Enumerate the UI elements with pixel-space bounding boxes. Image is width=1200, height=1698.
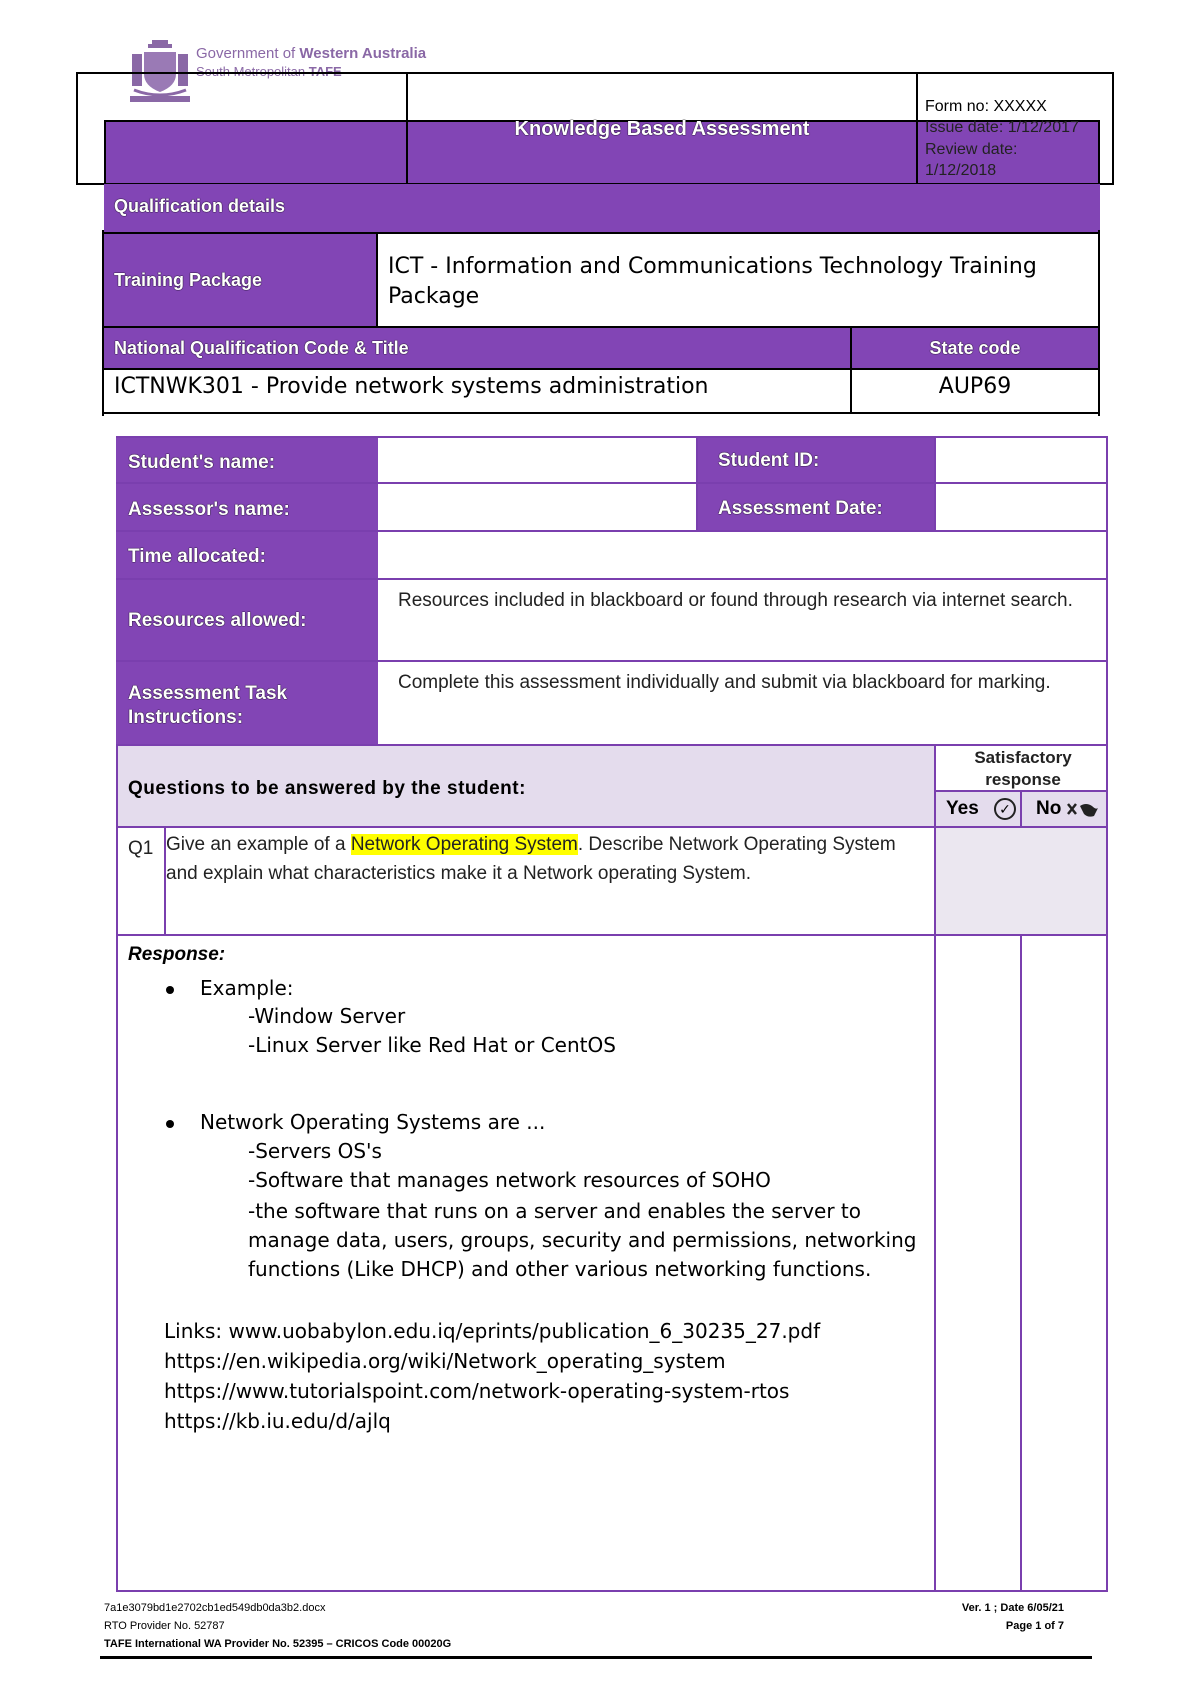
question-1-prefix: Give an example of a — [166, 834, 351, 855]
satisfactory-response-label: Satisfactory response — [974, 748, 1072, 789]
national-code-label: National Qualification Code & Title — [114, 338, 409, 358]
nos-item-1: -Servers OS's — [248, 1139, 382, 1163]
no-checkbox-cell[interactable] — [1022, 934, 1106, 1590]
state-code-label: State code — [929, 338, 1021, 358]
nos-item-2: -Software that manages network resources of SOHO — [248, 1168, 771, 1192]
assessment-date-field[interactable] — [936, 484, 1106, 530]
assessment-title: Knowledge Based Assessment — [514, 118, 810, 140]
footer — [0, 1602, 1200, 1662]
qualification-table — [0, 184, 1200, 414]
time-allocated-field[interactable] — [378, 532, 1106, 578]
student-name-field[interactable] — [378, 438, 696, 482]
task-instructions-value: Complete this assessment individually and submit via blackboard for marking. — [398, 672, 1051, 693]
question-1-row — [0, 826, 1200, 938]
links-label: Links: — [164, 1319, 229, 1343]
link-kb-iu[interactable]: https://kb.iu.edu/d/ajlq — [164, 1409, 391, 1433]
form-number: Form no: XXXXX — [925, 98, 1047, 115]
state-code-value: AUP69 — [938, 374, 1012, 399]
links-block — [164, 1316, 924, 1436]
bullet-nos: Network Operating Systems are ... — [200, 1110, 546, 1134]
question-1-highlight: Network Operating System — [350, 834, 578, 855]
bullet-example: Example: — [200, 976, 294, 1000]
qualification-section-label: Qualification details — [114, 196, 286, 216]
assessment-date-label: Assessment Date: — [718, 498, 883, 519]
footer-filename: 7a1e3079bd1e2702cb1ed549db0da3b2.docx — [104, 1602, 326, 1614]
bullet-dot — [166, 986, 174, 994]
footer-version: Ver. 1 ; Date 6/05/21 — [961, 1602, 1064, 1614]
student-name-label: Student's name: — [128, 452, 276, 473]
footer-page-number: Page 1 of 7 — [1005, 1620, 1064, 1632]
question-1-text — [166, 830, 896, 888]
task-instructions-label: Assessment Task Instructions: — [128, 683, 288, 728]
example-item-2: -Linux Server like Red Hat or CentOS — [248, 1033, 616, 1057]
gov-line1-prefix: Government of — [196, 45, 300, 62]
cross-icon — [1066, 800, 1100, 820]
student-details-table — [0, 436, 1200, 746]
training-package-value: ICT - Information and Communications Technology Training Package — [388, 254, 1037, 309]
questions-header-label: Questions to be answered by the student: — [128, 778, 526, 799]
footer-tafe-international: TAFE International WA Provider No. 52395 – CRICOS Code 00020G — [104, 1638, 452, 1650]
header-table — [0, 0, 1200, 190]
link-uobabylon[interactable]: www.uobabylon.edu.iq/eprints/publication_6_30235_27.pdf — [228, 1319, 821, 1343]
response-area[interactable] — [0, 934, 1200, 1594]
bullet-dot — [166, 1120, 174, 1128]
example-item-1: -Window Server — [248, 1004, 406, 1028]
resources-allowed-label: Resources allowed: — [128, 610, 307, 631]
response-label: Response: — [128, 944, 226, 965]
yes-label: Yes — [946, 798, 979, 819]
time-allocated-label: Time allocated: — [128, 546, 266, 567]
footer-rto: RTO Provider No. 52787 — [104, 1620, 225, 1632]
national-code-value: ICTNWK301 - Provide network systems administration — [114, 374, 709, 399]
question-1-number: Q1 — [128, 838, 154, 859]
nos-item-3: -the software that runs on a server and enables the server to manage data, users, groups, security and permissions, networking functions (Like DHCP) and other various networking functions. — [248, 1199, 917, 1281]
assessor-name-label: Assessor's name: — [128, 499, 290, 520]
review-date-value: 1/12/2018 — [925, 162, 997, 179]
link-tutorialspoint[interactable]: https://www.tutorialspoint.com/network-operating-system-rtos — [164, 1379, 790, 1403]
yes-checkbox-cell[interactable] — [936, 934, 1020, 1590]
review-date-label: Review date: — [925, 141, 1018, 158]
resources-allowed-value: Resources included in blackboard or found through research via internet search. — [398, 590, 1073, 611]
training-package-label: Training Package — [114, 270, 263, 290]
gov-line1-bold: Western Australia — [299, 45, 427, 62]
no-label: No — [1036, 798, 1062, 819]
question-1-suffix: . Describe Network Operating System and explain what characteristics make it a Network operating System. — [166, 834, 896, 884]
issue-date: Issue date: 1/12/2017 — [925, 119, 1079, 136]
link-wikipedia[interactable]: https://en.wikipedia.org/wiki/Network_operating_system — [164, 1349, 726, 1373]
student-id-field[interactable] — [936, 438, 1106, 482]
check-circle-icon: ✓ — [994, 798, 1016, 820]
student-id-label: Student ID: — [718, 450, 820, 471]
assessor-name-field[interactable] — [378, 484, 696, 530]
